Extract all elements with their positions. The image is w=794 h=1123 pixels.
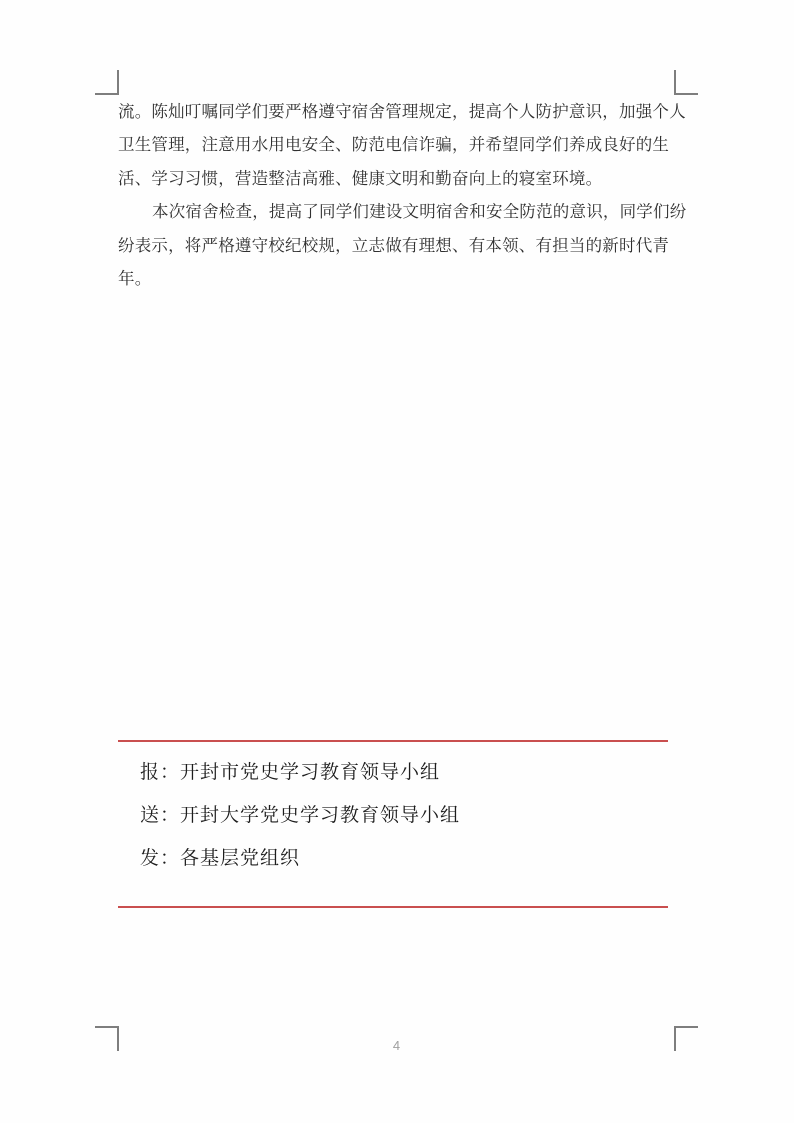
body-text-line: 纷表示，将严格遵守校纪校规，立志做有理想、有本领、有担当的新时代青 xyxy=(118,236,670,255)
body-text-line: 本次宿舍检查，提高了同学们建设文明宿舍和安全防范的意识，同学们纷 xyxy=(152,203,687,222)
body-text-line: 流。陈灿叮嘱同学们要严格遵守宿舍管理规定，提高个人防护意识，加强个人 xyxy=(118,103,686,121)
distribution-line-send: 送：开封大学党史学习教育领导小组 xyxy=(140,805,461,826)
body-text-line: 卫生管理，注意用水用电安全、防范电信诈骗，并希望同学们养成良好的生 xyxy=(118,136,670,155)
body-text-line: 活、学习习惯，营造整洁高雅、健康文明和勤奋向上的寝室环境。 xyxy=(118,169,603,188)
crop-mark-top-right-icon xyxy=(674,70,698,95)
body-text xyxy=(118,96,687,296)
distribution-top-rule xyxy=(118,740,668,742)
distribution-block xyxy=(140,751,660,880)
distribution-line-issue: 发：各基层党组织 xyxy=(140,848,301,869)
page-number: 4 xyxy=(392,1038,402,1053)
crop-mark-top-left-icon xyxy=(95,70,119,95)
distribution-bottom-rule xyxy=(118,906,668,908)
distribution-line-report: 报：开封市党史学习教育领导小组 xyxy=(140,762,441,783)
body-text-line: 年。 xyxy=(118,270,152,289)
